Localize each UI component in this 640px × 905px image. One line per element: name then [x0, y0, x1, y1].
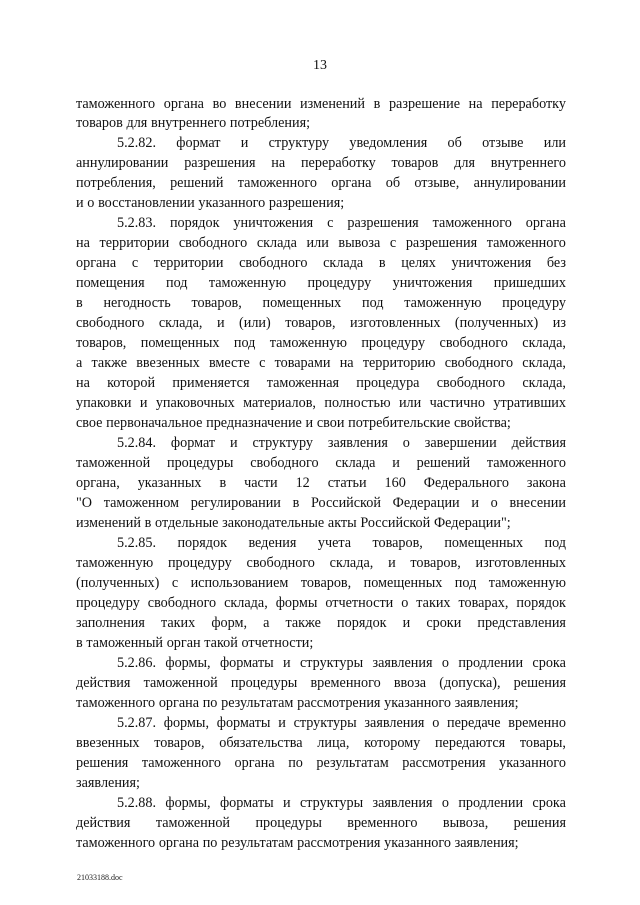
- text-line: 5.2.82. формат и структуру уведомления об отзыве или: [117, 135, 566, 151]
- text-line: 5.2.85. порядок ведения учета товаров, помещенных под: [117, 535, 566, 551]
- text-line: в негодность товаров, помещенных под таможенную процедуру: [76, 295, 566, 311]
- text-line: таможенного органа по результатам рассмотрения указанного заявления;: [76, 835, 519, 851]
- footer-file-code: 21033188.doc: [77, 873, 123, 882]
- text-line: товаров для внутреннего потребления;: [76, 115, 311, 131]
- text-line: таможенного органа во внесении изменений в разрешение на переработку: [76, 96, 566, 112]
- text-line: на которой применяется таможенная процедура свободного склада,: [76, 375, 566, 391]
- text-line: изменений в отдельные законодательные акты Российской Федерации";: [76, 515, 511, 531]
- text-line: помещения под таможенную процедуру уничтожения пришедших: [76, 275, 566, 291]
- text-line: 5.2.84. формат и структуру заявления о завершении действия: [117, 435, 566, 451]
- text-line: (полученных) с использованием товаров, помещенных под таможенную: [76, 575, 566, 591]
- text-line: и о восстановлении указанного разрешения;: [76, 195, 345, 211]
- text-line: органа с территории свободного склада в целях уничтожения без: [76, 255, 566, 271]
- text-line: в таможенный орган такой отчетности;: [76, 635, 314, 651]
- text-line: таможенной процедуры свободного склада и решений таможенного: [76, 455, 566, 471]
- text-line: действия таможенной процедуры временного ввоза (допуска), решения: [76, 675, 566, 691]
- text-line: 5.2.88. формы, форматы и структуры заявления о продлении срока: [117, 795, 566, 811]
- text-line: заполнения таких форм, а также порядок и сроки представления: [76, 615, 566, 631]
- text-line: 5.2.83. порядок уничтожения с разрешения таможенного органа: [117, 215, 566, 231]
- page-number: 13: [313, 58, 327, 73]
- text-line: органа, указанных в части 12 статьи 160 Федерального закона: [76, 475, 566, 491]
- text-line: действия таможенной процедуры временного вывоза, решения: [76, 815, 566, 831]
- text-line: решения таможенного органа по результатам рассмотрения указанного: [76, 755, 566, 771]
- text-line: свое первоначальное предназначение и свои потребительские свойства;: [76, 415, 511, 431]
- text-line: "О таможенном регулировании в Российской Федерации и о внесении: [76, 495, 566, 511]
- text-line: аннулировании разрешения на переработку товаров для внутреннего: [76, 155, 566, 171]
- text-line: 5.2.86. формы, форматы и структуры заявления о продлении срока: [117, 655, 566, 671]
- text-line: на территории свободного склада или вывоза с разрешения таможенного: [76, 235, 566, 251]
- text-line: свободного склада, и (или) товаров, изготовленных (полученных) из: [76, 315, 566, 331]
- text-line: 5.2.87. формы, форматы и структуры заявления о передаче временно: [117, 715, 566, 731]
- text-line: заявления;: [76, 775, 140, 791]
- text-line: ввезенных товаров, обязательства лица, которому передаются товары,: [76, 735, 566, 751]
- text-line: упаковки и упаковочных материалов, полностью или частично утративших: [76, 395, 566, 411]
- text-line: товаров, помещенных под таможенную процедуру свободного склада,: [76, 335, 566, 351]
- text-line: процедуру свободного склада, формы отчетности о таких товарах, порядок: [76, 595, 566, 611]
- text-line: таможенного органа по результатам рассмотрения указанного заявления;: [76, 695, 519, 711]
- text-line: потребления, решений таможенного органа об отзыве, аннулировании: [76, 175, 566, 191]
- text-line: а также ввезенных вместе с товарами на территорию свободного склада,: [76, 355, 566, 371]
- text-line: таможенную процедуру свободного склада, и товаров, изготовленных: [76, 555, 566, 571]
